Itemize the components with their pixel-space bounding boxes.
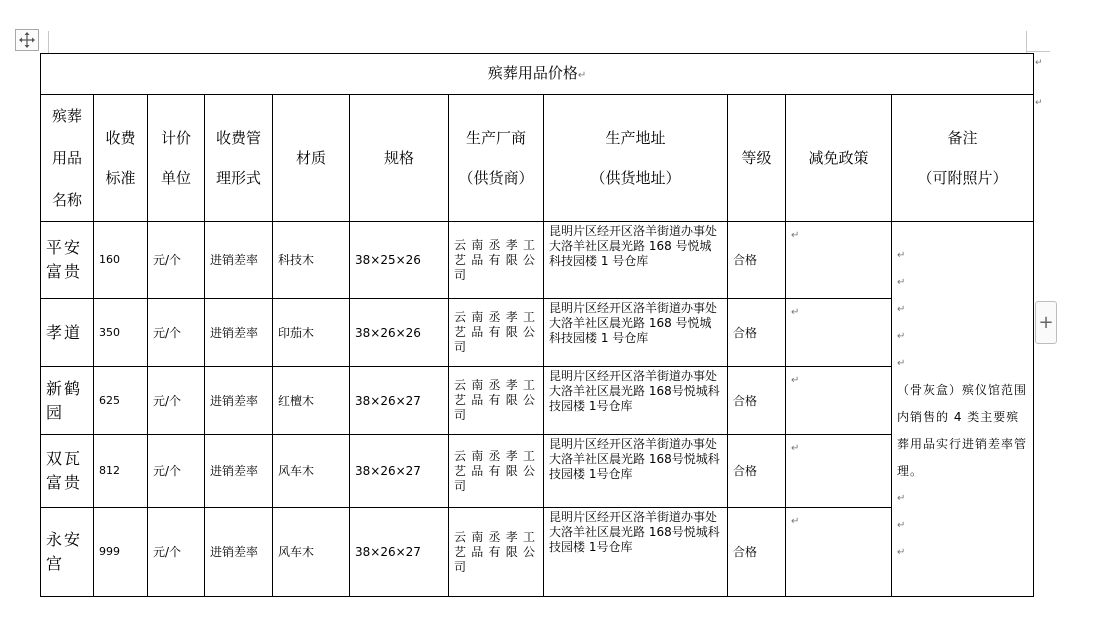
- table-row: [41, 508, 1034, 597]
- product-name: 孝道: [41, 299, 94, 367]
- spec-value: 38×26×26: [350, 299, 449, 367]
- header-remarks: 备注 （可附照片）: [892, 95, 1034, 222]
- header-grade: 等级: [728, 95, 786, 222]
- material-value: 印茄木: [273, 299, 350, 367]
- management-value: 进销差率: [205, 435, 273, 508]
- product-name: 双瓦 富贵: [41, 435, 94, 508]
- policy-value: ↵: [786, 367, 892, 435]
- manufacturer-value: 云南丞孝工艺品有限公司: [449, 508, 544, 597]
- header-unit: 计价 单位: [148, 95, 205, 222]
- fee-value: 625: [94, 367, 148, 435]
- price-table: [40, 53, 1034, 597]
- manufacturer-value: 云南丞孝工艺品有限公司: [449, 435, 544, 508]
- product-name: 新鹤 园: [41, 367, 94, 435]
- manufacturer-value: 云南丞孝工艺品有限公司: [449, 222, 544, 299]
- header-address: 生产地址 （供货地址）: [544, 95, 728, 222]
- header-row: [41, 95, 1034, 222]
- unit-value: 元/个: [148, 299, 205, 367]
- management-value: 进销差率: [205, 508, 273, 597]
- paragraph-mark-icon: ↵: [1035, 58, 1043, 68]
- header-management: 收费管 理形式: [205, 95, 273, 222]
- material-value: 风车木: [273, 508, 350, 597]
- table-row: [41, 222, 1034, 299]
- grade-value: 合格: [728, 508, 786, 597]
- remarks-cell: ↵ ↵ ↵ ↵ ↵ （骨灰盒）殡仪馆范围内销售的 4 类主要殡葬用品实行进销差率管理。 ↵ ↵ ↵: [892, 222, 1034, 597]
- unit-value: 元/个: [148, 435, 205, 508]
- policy-value: ↵: [786, 508, 892, 597]
- page-margin-guide-top: [1026, 51, 1050, 52]
- fee-value: 350: [94, 299, 148, 367]
- grade-value: 合格: [728, 222, 786, 299]
- manufacturer-value: 云南丞孝工艺品有限公司: [449, 367, 544, 435]
- address-value: 昆明片区经开区洛羊街道办事处大洛羊社区晨光路 168号悦城科技园楼 1号仓库: [544, 435, 728, 508]
- management-value: 进销差率: [205, 367, 273, 435]
- spec-value: 38×26×27: [350, 508, 449, 597]
- address-value: 昆明片区经开区洛羊街道办事处大洛羊社区晨光路 168 号悦城科技园楼 1 号仓库: [544, 222, 728, 299]
- unit-value: 元/个: [148, 508, 205, 597]
- fee-value: 999: [94, 508, 148, 597]
- fee-value: 160: [94, 222, 148, 299]
- header-manufacturer: 生产厂商 （供货商）: [449, 95, 544, 222]
- management-value: 进销差率: [205, 222, 273, 299]
- address-value: 昆明片区经开区洛羊街道办事处大洛羊社区晨光路 168号悦城科技园楼 1号仓库: [544, 367, 728, 435]
- page-margin-guide-right: [1026, 31, 1027, 53]
- policy-value: ↵: [786, 299, 892, 367]
- header-name: 殡葬 用品 名称: [41, 95, 94, 222]
- header-policy: 减免政策: [786, 95, 892, 222]
- plus-icon: +: [1038, 311, 1054, 333]
- manufacturer-value: 云南丞孝工艺品有限公司: [449, 299, 544, 367]
- spec-value: 38×26×27: [350, 435, 449, 508]
- fee-value: 812: [94, 435, 148, 508]
- table-row: [41, 299, 1034, 367]
- grade-value: 合格: [728, 435, 786, 508]
- spec-value: 38×25×26: [350, 222, 449, 299]
- spec-value: 38×26×27: [350, 367, 449, 435]
- table-title: 殡葬用品价格↵: [41, 54, 1034, 95]
- material-value: 科技木: [273, 222, 350, 299]
- header-fee-standard: 收费 标准: [94, 95, 148, 222]
- address-value: 昆明片区经开区洛羊街道办事处大洛羊社区晨光路 168 号悦城科技园楼 1 号仓库: [544, 299, 728, 367]
- product-name: 永安 宫: [41, 508, 94, 597]
- material-value: 风车木: [273, 435, 350, 508]
- paragraph-mark-icon: ↵: [1035, 98, 1043, 108]
- table-row: [41, 367, 1034, 435]
- grade-value: 合格: [728, 367, 786, 435]
- address-value: 昆明片区经开区洛羊街道办事处大洛羊社区晨光路 168号悦城科技园楼 1号仓库: [544, 508, 728, 597]
- product-name: 平安 富贵: [41, 222, 94, 299]
- add-column-button[interactable]: [1035, 301, 1057, 344]
- material-value: 红檀木: [273, 367, 350, 435]
- page-margin-guide-left: [48, 31, 49, 53]
- table-row: [41, 435, 1034, 508]
- unit-value: 元/个: [148, 222, 205, 299]
- header-material: 材质: [273, 95, 350, 222]
- unit-value: 元/个: [148, 367, 205, 435]
- policy-value: ↵: [786, 435, 892, 508]
- table-move-handle[interactable]: [15, 29, 39, 51]
- grade-value: 合格: [728, 299, 786, 367]
- policy-value: ↵: [786, 222, 892, 299]
- management-value: 进销差率: [205, 299, 273, 367]
- remarks-note: （骨灰盒）殡仪馆范围内销售的 4 类主要殡葬用品实行进销差率管理。: [897, 383, 1028, 478]
- move-arrows-icon: [18, 31, 36, 49]
- header-spec: 规格: [350, 95, 449, 222]
